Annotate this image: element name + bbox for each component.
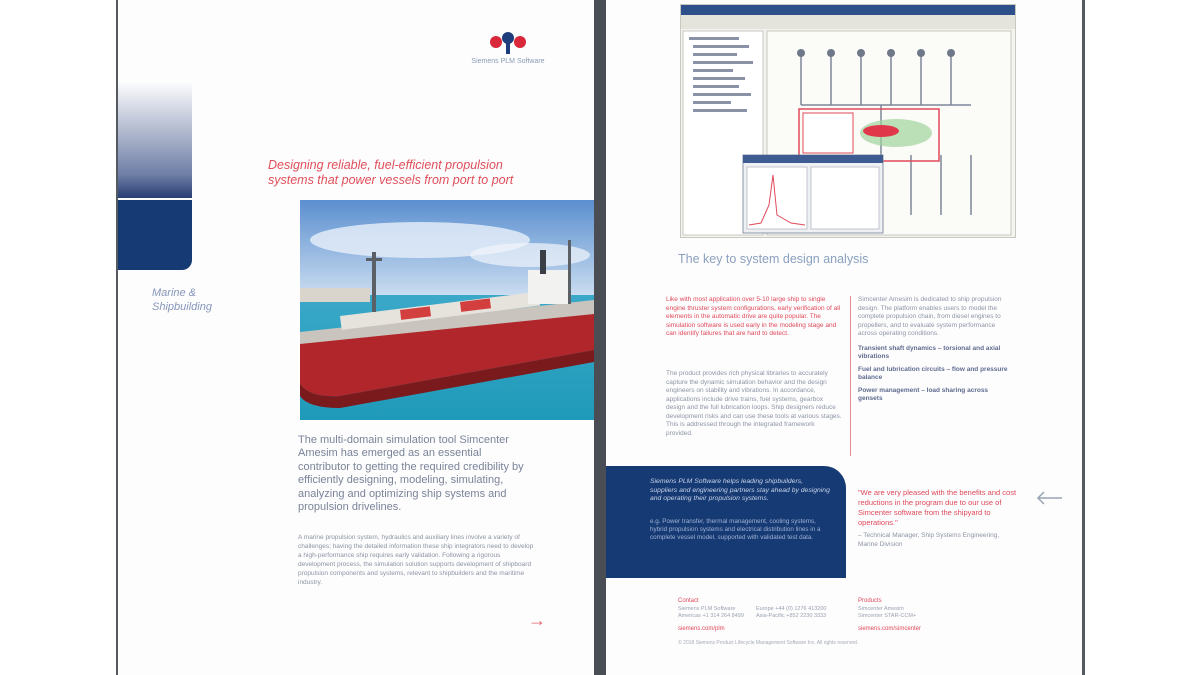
contact-line: Asia-Pacific +852 2230 3333 [756,613,827,619]
section-title: The key to system design analysis [678,252,869,266]
footer-text: © 2018 Siemens Product Lifecycle Management Software Inc. All rights reserved. [678,640,859,646]
contact-link[interactable]: siemens.com/plm [678,626,725,632]
body-left-column: The product provides rich physical libraries to accurately capture the dynamic simulation behavior and the design engineers on stability and vibrations. In accordance, applications include drive trains, fuel systems, gearbox design and the full lubrication loops. Ship designers reduce development risks and can use these tools at various stages. This is addressed through the integrated framework provided. [666,370,842,437]
body-right-text: Simcenter Amesim is dedicated to ship propulsion design. The platform enables users to model the complete propulsion chain, from diesel engines to propellers, and to evaluate system performance across operating conditions. [858,296,1002,337]
left-page [118,0,594,675]
highlight-item: Power management – load sharing across gensets [858,386,989,402]
body-right-column [858,296,1008,404]
highlight-item: Transient shaft dynamics – torsional and axial vibrations [858,344,1001,360]
sidebar-tag: Marine & Shipbuilding [152,287,212,313]
right-page-edge [1082,0,1085,675]
gradient-tab [118,80,192,198]
product-line: Simcenter Amesim [858,606,904,612]
logo-caption: Siemens PLM Software [471,58,545,65]
callout-lead: Siemens PLM Software helps leading shipbuilders, suppliers and engineering partners stay ahead by designing and operating their propulsion systems. [650,478,830,503]
company-logo-icon [488,28,528,56]
body-paragraph: A marine propulsion system, hydraulics and auxiliary lines involve a variety of challenges; having the detailed information these ship integrators need to develop a high-performance ship requires early validation. Following a rigorous development process, the simulation solution supports development of shipboard propulsion components and systems, relevant to shipbuilders and the maritime industry. [298,534,534,586]
quote-attribution: – Technical Manager, Ship Systems Engineering, Marine Division [858,532,1000,548]
contact-header: Contact [678,598,699,604]
intro-highlight: Like with most application over 5-10 large ship to single engine thruster system configurations, early verification of all elements in the automatic drive are quite popular. The simulation software is used early in the modeling stage and can identify failures that are hard to detect. [666,296,841,337]
callout-body: e.g. Power transfer, thermal management, cooling systems, hybrid propulsion systems and electrical distribution lines in a complete vessel model, supported with validated test data. [650,518,821,542]
blue-tab [118,200,192,270]
lead-paragraph: The multi-domain simulation tool Simcenter Amesim has emerged as an essential contributor to getting the required credibility by efficiently designing, modeling, simulating, analyzing and optimizing ship systems and propulsion drivelines. [298,434,524,514]
next-page-arrow-icon: → [528,610,546,630]
products-header: Products [858,598,882,604]
contact-line: Europe +44 (0) 1276 413200 [756,606,827,612]
column-divider [850,296,851,456]
contact-block [678,598,1038,638]
highlight-item: Fuel and lubrication circuits – flow and pressure balance [858,365,1008,381]
tanker-ship-photo [300,200,594,420]
contact-line: Americas +1 314 264 8499 [678,613,744,619]
products-link[interactable]: siemens.com/simcenter [858,626,922,632]
callout-box [606,466,846,578]
back-arrow-icon [1034,488,1064,508]
page-gutter [594,0,606,675]
contact-line: Siemens PLM Software [678,606,736,612]
right-page [606,0,1082,675]
software-screenshot [680,4,1016,238]
product-line: Simcenter STAR-CCM+ [858,613,917,619]
page-headline: Designing reliable, fuel-efficient propulsion systems that power vessels from port to port [268,158,514,187]
customer-quote: "We are very pleased with the benefits and cost reductions in the program due to our use of Simcenter software from the shipyard to operations." [858,488,1017,527]
